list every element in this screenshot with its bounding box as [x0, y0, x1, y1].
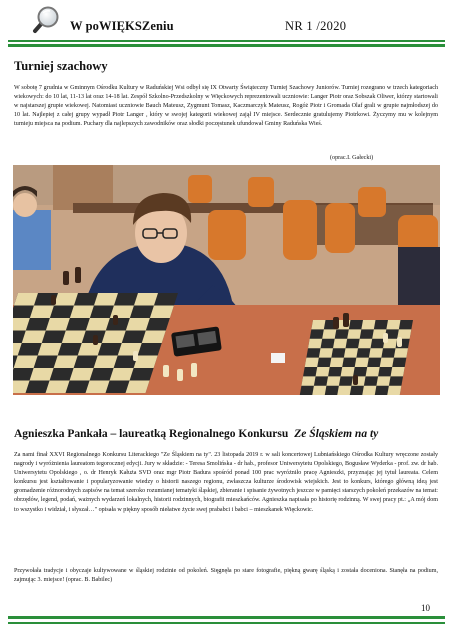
page-header — [0, 0, 453, 50]
article-body: Za nami finał XXVI Regionalnego Konkursu Literackiego "Ze Śląskiem na ty". 23 listopada 2019 r. w sali koncertowej Lubniańskiego Ośrodka Kultury wręczone zostały nagrody i wyróżnienia laureatom tegorocznej edycji. Jury w składzie: - Teresa Smolińska - dr hab., profesor Uniwersytetu Opolskiego, Bogusław Wyderka - prof. zw. dr hab. Uniwersytetu Opolskiego , o. dr Henryk Kałuża SVD oraz mgr Piotr Badura spośród ponad 100 prac wyróżniło pracę Agnieszki, przyznając jej tytuł laureata. Celem konkursu jest kształtowanie i popularyzowanie wiedzy o historii naszego regionu, zwłaszcza kulturze środowisk wiejskich. Jest to konkurs, którego główną ideą jest gromadzenie różnorodnych zapisów na temat szeroko rozumianej tematyki śląskiej, zbieranie i spisanie żywotnych jeszcze w pamięci starszych pokoleń przekazów na temat: obrzędów, legend, podań, ważnych wydarzeń lokalnych, historii rodzinnych, biografii mieszkańców. Agnieszka napisała po historię rodzinną. W swej pracy pt.: „A mój dom to wszystko i widział, i słyszał…" opisała w piękny sposób niełatwe życie swej prababci i babci – mieszkanek Więckowic. — [14, 452, 438, 513]
chess-tournament-photo — [13, 165, 440, 395]
heading-italic: Ze Śląskiem na ty — [294, 428, 379, 440]
footer-rule — [8, 622, 445, 624]
magnifier-icon — [26, 4, 64, 38]
magazine-title: W poWIĘKSZeniu — [70, 19, 174, 33]
issue-number: NR 1 /2020 — [285, 19, 347, 33]
article-body: Przywołała tradycje i obyczaje kultywowane w śląskiej rodzinie od pokoleń. Sięgnęła po stare fotografie, piękną gwarę śląską i została doceniona. Stanęła na podium, zajmując 3. miejsce! (oprac. B. Babilec) — [14, 568, 438, 584]
page-number: 10 — [421, 603, 430, 613]
article-body: W sobotę 7 grudnia w Gminnym Ośrodku Kultury w Raduńskiej Wsi odbył się IX Otwarty Świąteczny Turniej Szachowy Juniorów. Turniej rozegrano w trzech kategoriach wiekowych: do 10 lat, 11-13 lat oraz 14-18 lat. Zespół Szkolno-Przedszkolny w Więckowych reprezentowali uczniowie: Langer Piotr oraz Sobszak Oliwer, którzy startowali w najstarszej grupie wiekowej. Natomiast uczniowie Bauch Mateusz, Zygmunt Tomasz, Kaczmarczyk Mateusz, Rogóż Piotr i Gromada Olaf grali w grupie najmłodszej do 10 lat. Najlepiej z całej grupy wypadł Piotr Langer , który w swojej kategorii wiekowej zajął IV miejsce. Serdecznie gratulujemy Piotrkowi. Życzymy mu w kolejnym turnieju miejsca na podium. Puchary dla najlepszych zawodników oraz słodki poczęstunek ufundował Gminy Raduńska Wieś. — [14, 85, 438, 127]
article-heading: Turniej szachowy — [14, 59, 108, 73]
article-heading — [14, 428, 378, 440]
header-rule — [8, 40, 445, 42]
article-credit: (oprac.I. Gałecki) — [330, 155, 374, 161]
header-rule — [8, 44, 445, 47]
footer-rule — [8, 616, 445, 619]
heading-main: Agnieszka Pankała – laureatką Regionalnego Konkursu — [14, 428, 289, 440]
